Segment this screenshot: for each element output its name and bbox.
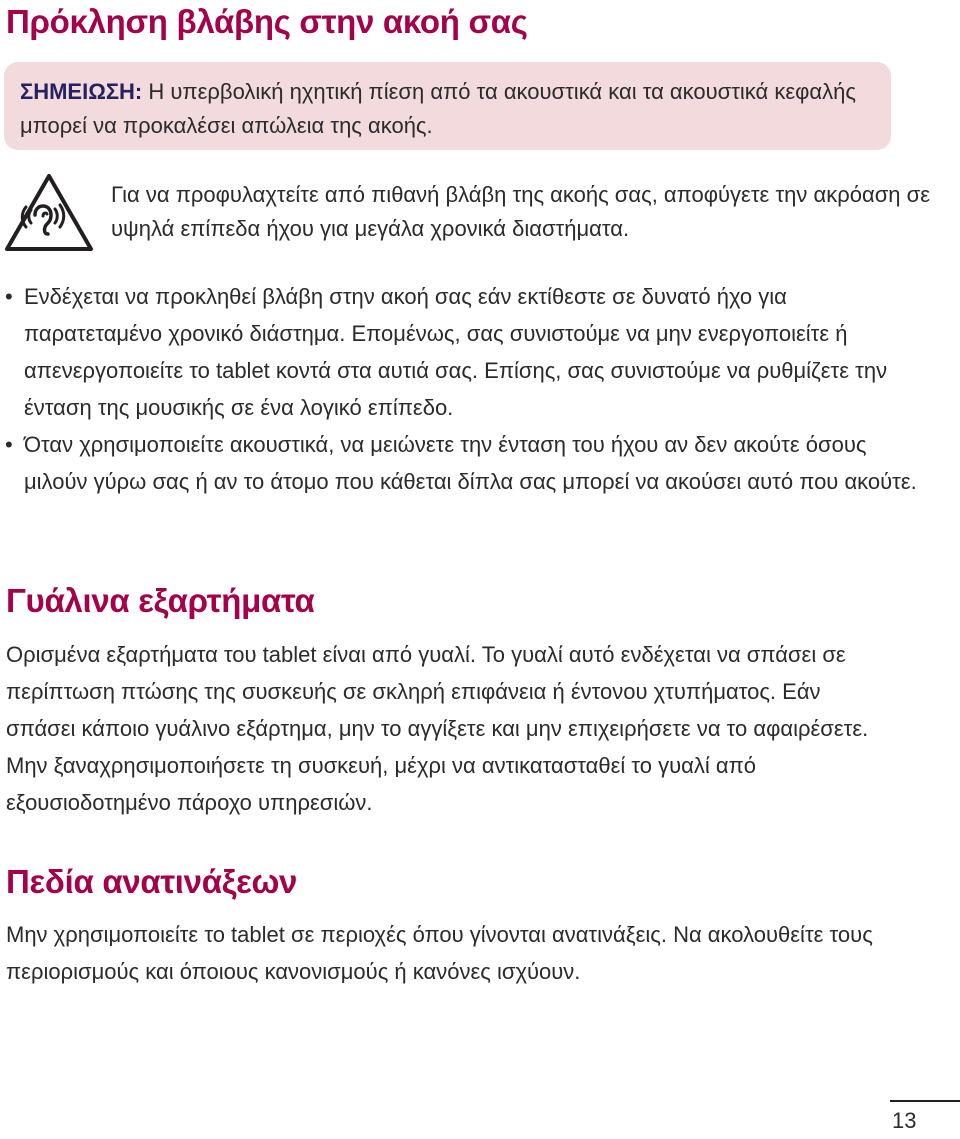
hearing-bullet-list — [0, 278, 920, 500]
note-label: ΣΗΜΕΙΩΣΗ: — [20, 79, 143, 104]
list-item-text: Όταν χρησιμοποιείτε ακουστικά, να μειώνετε την ένταση του ήχου αν δεν ακούτε όσους μιλούν γύρω σας ή αν το άτομο που κάθεται δίπλα σας μπορεί να ακούσει αυτό που ακούτε. — [24, 432, 917, 494]
page-number-rule — [890, 1100, 960, 1102]
note-box — [4, 62, 891, 150]
hearing-warning — [0, 172, 960, 256]
page-number: 13 — [892, 1108, 917, 1133]
warning-text: Για να προφυλαχτείτε από πιθανή βλάβη της ακοής σας, αποφύγετε την ακρόαση σε υψηλά επίπεδα ήχου για μεγάλα χρονικά διαστήματα. — [111, 182, 931, 241]
section-title-hearing: Πρόκληση βλάβης στην ακοή σας — [6, 3, 528, 40]
list-item — [0, 426, 920, 500]
section-title-glass: Γυάλινα εξαρτήματα — [6, 582, 315, 619]
hearing-warning-icon — [3, 172, 95, 252]
blasting-paragraph: Μην χρησιμοποιείτε το tablet σε περιοχές όπου γίνονται ανατινάξεις. Να ακολουθείτε τους περιορισμούς και όποιους κανονισμούς ή κανόνες ισχύουν. — [6, 922, 873, 984]
list-item — [0, 278, 920, 426]
list-item-text: Ενδέχεται να προκληθεί βλάβη στην ακοή σας εάν εκτίθεστε σε δυνατό ήχο για παρατεταμένο χρονικό διάστημα. Επομένως, σας συνιστούμε να μην ενεργοποιείτε ή απενεργοποιείτε το tablet κοντά στα αυτιά σας. Επίσης, σας συνιστούμε να ρυθμίζετε την ένταση της μουσικής σε ένα λογικό επίπεδο. — [24, 284, 888, 420]
section-title-blasting: Πεδία ανατινάξεων — [6, 863, 298, 900]
bullet-icon: • — [5, 432, 13, 457]
glass-paragraph: Ορισμένα εξαρτήματα του tablet είναι από γυαλί. Το γυαλί αυτό ενδέχεται να σπάσει σε περίπτωση πτώσης της συσκευής σε σκληρή επιφάνεια ή έντονου χτυπήματος. Εάν σπάσει κάποιο γυάλινο εξάρτημα, μην το αγγίξετε και μην επιχειρήσετε να το αφαιρέσετε. Μην ξαναχρησιμοποιήσετε τη συσκευή, μέχρι να αντικατασταθεί το γυαλί από εξουσιοδοτημένο πάροχο υπηρεσιών. — [6, 642, 869, 815]
note-text: Η υπερβολική ηχητική πίεση από τα ακουστικά και τα ακουστικά κεφαλής μπορεί να προκαλέσει απώλεια της ακοής. — [20, 79, 856, 138]
bullet-icon: • — [5, 284, 13, 309]
